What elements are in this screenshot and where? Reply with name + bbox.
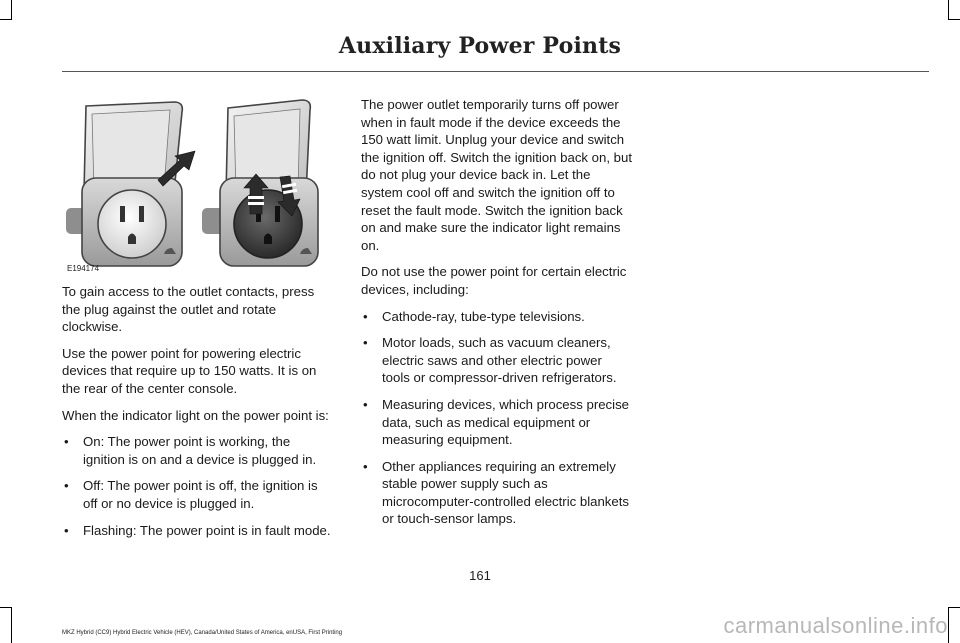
bullet-marker: •: [363, 308, 368, 324]
list-item: [62, 433, 334, 468]
footer-text: MKZ Hybrid (CC9) Hybrid Electric Vehicle (HEV), Canada/United States of America, enUSA, First Printing: [62, 630, 343, 636]
page-title: Auxiliary Power Points: [338, 33, 622, 59]
list-item-text: Measuring devices, which process precise data, such as medical equipment or measuring equipment.: [382, 396, 630, 448]
crop-mark-top-right-horizontal: [948, 19, 960, 20]
bullet-marker: •: [64, 522, 69, 538]
watermark[interactable]: carmanualsonline.info: [723, 613, 948, 638]
paragraph: The power outlet temporarily turns off power when in fault mode if the device exceeds the 150 watt limit. Unplug your device and switch the ignition off. Switch the ignition back on, but do not plug your device back in. Let the system cool off and switch the ignition off to reset the fault mode. Switch the ignition back on and make sure the indicator light remains on.: [361, 97, 633, 253]
list-item: [62, 477, 334, 512]
title-rule: [62, 71, 929, 72]
page-number: 161: [469, 568, 491, 583]
power-outlet-illustration: [62, 96, 328, 278]
crop-mark-top-right-vertical: [948, 0, 949, 20]
paragraph: Do not use the power point for certain electric devices, including:: [361, 264, 627, 297]
list-item-text: On: The power point is working, the ignition is on and a device is plugged in.: [83, 434, 317, 467]
paragraph: Use the power point for powering electric devices that require up to 150 watts. It is on the rear of the center console.: [62, 345, 317, 396]
outlet-left: [66, 102, 195, 266]
left-column: [62, 283, 334, 548]
list-item-text: Cathode-ray, tube-type televisions.: [382, 308, 585, 324]
indicator-light-list: [62, 433, 334, 539]
outlet-right: [202, 100, 318, 266]
list-item-text: Motor loads, such as vacuum cleaners, electric saws and other electric power tools or compressor-driven refrigerators.: [382, 335, 617, 386]
crop-mark-bottom-left-horizontal: [0, 607, 12, 608]
crop-mark-bottom-right-vertical: [948, 607, 949, 643]
power-outlet-drawing: [62, 96, 328, 278]
restricted-devices-list: [361, 308, 633, 529]
paragraph: When the indicator light on the power point is:: [62, 407, 329, 423]
bullet-marker: •: [363, 396, 368, 412]
list-item-text: Other appliances requiring an extremely stable power supply such as microcomputer-controlled electric blankets or touch-sensor lamps.: [382, 458, 629, 527]
crop-mark-bottom-left-vertical: [11, 607, 12, 643]
list-item: [361, 458, 633, 528]
bullet-marker: •: [363, 458, 368, 474]
crop-mark-bottom-right-horizontal: [948, 607, 960, 608]
figure-label: E194174: [67, 264, 100, 273]
bullet-marker: •: [363, 335, 368, 351]
list-item: [361, 334, 633, 387]
bullet-marker: •: [64, 478, 69, 494]
right-column: [361, 96, 633, 537]
list-item: [361, 396, 633, 449]
list-item: [361, 308, 633, 326]
crop-mark-top-left-vertical: [11, 0, 12, 20]
list-item-text: Flashing: The power point is in fault mode.: [83, 522, 331, 538]
bullet-marker: •: [64, 434, 69, 450]
list-item: [62, 522, 334, 540]
paragraph: To gain access to the outlet contacts, press the plug against the outlet and rotate clockwise.: [62, 284, 315, 335]
crop-mark-top-left-horizontal: [0, 19, 12, 20]
list-item-text: Off: The power point is off, the ignition is off or no device is plugged in.: [83, 478, 318, 511]
